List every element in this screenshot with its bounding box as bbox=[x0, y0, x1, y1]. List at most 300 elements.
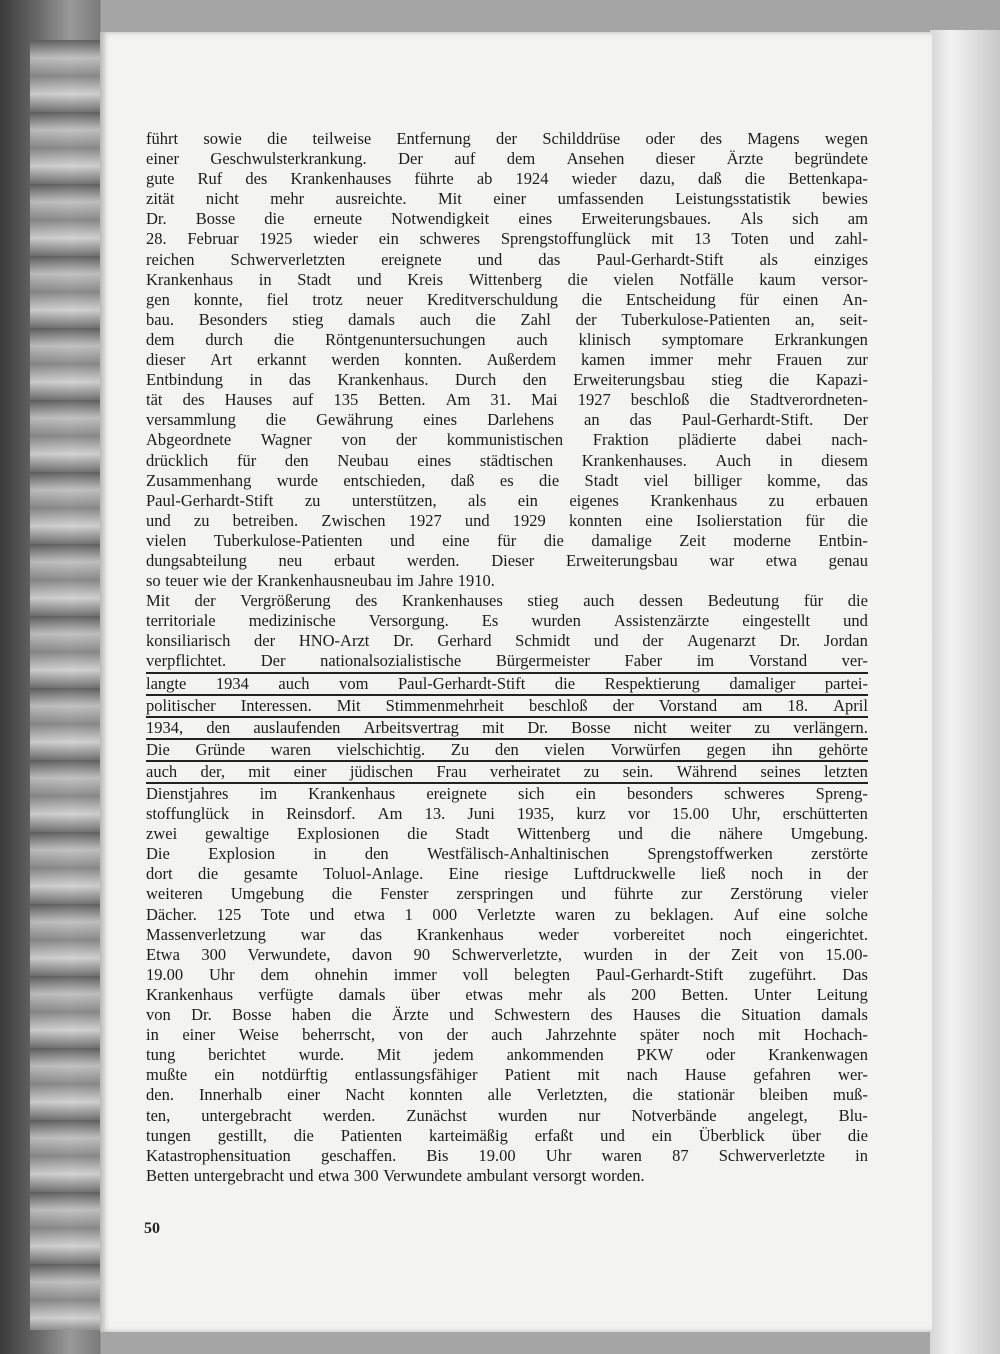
word: die bbox=[847, 591, 868, 611]
word: erschütterten bbox=[782, 804, 868, 824]
word: führte bbox=[414, 169, 454, 189]
word: Mit bbox=[376, 1045, 401, 1065]
word: wer- bbox=[838, 1065, 868, 1085]
word: Situation bbox=[741, 1005, 801, 1025]
word: die bbox=[267, 129, 288, 148]
text-line bbox=[146, 985, 868, 1005]
text-line bbox=[146, 451, 868, 471]
text-line bbox=[146, 229, 868, 249]
word: für bbox=[805, 510, 825, 530]
word: letzten bbox=[823, 761, 868, 781]
word: und bbox=[389, 530, 415, 550]
word: bau. bbox=[146, 309, 174, 329]
word: sich bbox=[517, 784, 545, 803]
word: als bbox=[468, 490, 487, 510]
word: Der bbox=[260, 651, 286, 671]
text-line bbox=[146, 611, 868, 631]
word: die bbox=[331, 884, 353, 904]
word: die bbox=[581, 289, 603, 309]
word: stieg bbox=[711, 370, 743, 390]
word: Krankenhauses. bbox=[581, 450, 687, 470]
word: eigenes bbox=[569, 490, 619, 510]
word: erbaut bbox=[333, 550, 376, 570]
word: dem bbox=[260, 964, 289, 984]
word: ein bbox=[214, 1065, 235, 1085]
word: Patienten bbox=[340, 1125, 403, 1145]
word: am bbox=[742, 695, 763, 715]
word: zahl- bbox=[834, 229, 868, 249]
word: ließ bbox=[700, 864, 726, 884]
word: teuer bbox=[165, 571, 199, 591]
word: des bbox=[245, 169, 268, 189]
word: Gerhard bbox=[437, 631, 492, 651]
text-line bbox=[146, 430, 868, 450]
word: verpflichtet. bbox=[146, 651, 227, 671]
word: der bbox=[575, 309, 597, 329]
word: wurde bbox=[276, 470, 318, 490]
text-line bbox=[146, 1126, 868, 1146]
word: noch bbox=[702, 1025, 735, 1045]
word: waren bbox=[270, 739, 312, 759]
word: an bbox=[584, 410, 600, 430]
word: mußte bbox=[146, 1065, 188, 1085]
word: Mai bbox=[531, 390, 558, 410]
word: die bbox=[769, 370, 790, 390]
word: viel bbox=[643, 470, 669, 490]
word: riesige bbox=[504, 864, 549, 884]
word: April bbox=[833, 695, 868, 715]
word: vielen bbox=[613, 269, 654, 289]
word: etwas bbox=[465, 984, 503, 1004]
word: oder bbox=[645, 129, 675, 148]
text-line bbox=[146, 390, 868, 410]
word: belegten bbox=[514, 964, 570, 984]
word: Dächer. bbox=[146, 904, 197, 924]
word: tät bbox=[146, 390, 163, 410]
text-line bbox=[146, 1085, 868, 1105]
word: nicht bbox=[633, 717, 667, 737]
word: Schwerverletzten bbox=[230, 249, 346, 269]
text-line bbox=[146, 169, 868, 189]
word: 200 bbox=[631, 984, 656, 1004]
word: Toten bbox=[731, 229, 769, 249]
word: 13 bbox=[694, 229, 711, 249]
word: und bbox=[477, 249, 503, 269]
word: Umgebung. bbox=[790, 824, 868, 844]
word: 19.00 bbox=[478, 1145, 516, 1165]
word: gesamte bbox=[243, 864, 298, 884]
word: Zeit bbox=[679, 530, 706, 550]
word: die bbox=[539, 470, 560, 490]
word: 18. bbox=[787, 695, 809, 715]
word: bewies bbox=[822, 189, 868, 209]
word: Dr. bbox=[779, 631, 801, 651]
word: Stimmenmehrheit bbox=[385, 695, 504, 715]
word: notdürftig bbox=[261, 1065, 328, 1085]
word: in bbox=[654, 944, 668, 964]
word: Bürgermeister bbox=[495, 651, 590, 671]
word: die bbox=[567, 269, 588, 289]
word: einer bbox=[493, 189, 527, 209]
word: territoriale bbox=[146, 611, 216, 631]
word: Zahl bbox=[520, 309, 551, 329]
word: berichtet bbox=[208, 1045, 266, 1065]
word: der bbox=[688, 944, 710, 964]
word: entschieden, bbox=[343, 470, 426, 490]
word: Auf bbox=[733, 904, 760, 924]
word: auch bbox=[583, 591, 615, 611]
word: vorbereitet bbox=[613, 924, 685, 944]
word: Entbindung bbox=[146, 370, 223, 390]
word: Bosse bbox=[195, 209, 236, 229]
word: vielschichtig. bbox=[336, 739, 426, 759]
word: ten, bbox=[146, 1105, 171, 1125]
word: erkannt bbox=[256, 350, 307, 370]
text-line bbox=[146, 864, 868, 884]
word: Reinsdorf. bbox=[286, 804, 356, 824]
word: für bbox=[497, 530, 517, 550]
word: mehr bbox=[528, 984, 563, 1004]
word: den bbox=[284, 450, 309, 470]
word: Gewährung bbox=[316, 410, 394, 430]
word: nationalsozialistische bbox=[320, 651, 462, 671]
word: Explosion bbox=[208, 844, 276, 864]
word: neuer bbox=[366, 289, 404, 309]
word: alle bbox=[487, 1085, 512, 1105]
word: medizinische bbox=[248, 611, 336, 631]
word: und bbox=[449, 1005, 474, 1025]
word: jedem bbox=[433, 1045, 474, 1065]
word: nicht bbox=[205, 189, 239, 209]
word: Krankenhaus bbox=[650, 490, 738, 510]
text-line bbox=[146, 784, 868, 804]
word: wurden bbox=[531, 611, 581, 631]
word: die bbox=[265, 410, 287, 430]
word: der bbox=[642, 631, 664, 651]
word: Paul-Gerhardt-Stift bbox=[595, 964, 724, 984]
word: Der bbox=[843, 410, 868, 430]
text-line bbox=[146, 370, 868, 390]
text-line bbox=[146, 531, 868, 551]
word: Mit bbox=[437, 189, 462, 209]
word: so bbox=[146, 571, 161, 591]
word: wurde. bbox=[298, 1045, 345, 1065]
word: Paul-Gerhardt-Stift bbox=[146, 490, 274, 510]
word: daß bbox=[697, 169, 722, 189]
text-line bbox=[146, 1106, 868, 1126]
word: Erweiterungsbau bbox=[565, 550, 678, 570]
word: Dieser bbox=[491, 550, 535, 570]
word: angelegt, bbox=[747, 1105, 808, 1125]
word: 15.00 bbox=[672, 804, 710, 824]
word: vielen bbox=[544, 739, 585, 759]
word: auch bbox=[491, 1025, 523, 1045]
word: stieg bbox=[527, 591, 559, 611]
word: auslaufenden bbox=[253, 717, 341, 737]
word: erbauen bbox=[815, 490, 868, 510]
word: Gründe bbox=[195, 739, 246, 759]
body-text bbox=[146, 129, 868, 1186]
word: Betten. bbox=[681, 984, 729, 1004]
word: mehr bbox=[717, 350, 752, 370]
word: Krankenwagen bbox=[768, 1045, 868, 1065]
word: konnten bbox=[568, 510, 623, 530]
text-line bbox=[146, 270, 868, 290]
word: etwa bbox=[765, 550, 797, 570]
text-line bbox=[146, 511, 868, 531]
word: billiger bbox=[693, 470, 742, 490]
word: versorgt bbox=[532, 1165, 587, 1185]
word: der bbox=[194, 591, 216, 611]
text-line bbox=[146, 718, 868, 740]
word: Schwerverletzte bbox=[718, 1145, 825, 1165]
word: und bbox=[464, 510, 490, 530]
word: Eine bbox=[448, 864, 479, 884]
word: unterstützen, bbox=[351, 490, 437, 510]
word: Verwundete bbox=[383, 1165, 462, 1185]
word: den bbox=[206, 717, 231, 737]
text-line bbox=[146, 804, 868, 824]
word: Paul-Gerhardt-Stift bbox=[596, 249, 724, 269]
word: Jahre bbox=[418, 571, 454, 591]
word: gegen bbox=[706, 739, 746, 759]
word: auf bbox=[292, 390, 314, 410]
word: 1925 bbox=[259, 229, 293, 249]
word: Art bbox=[210, 350, 233, 370]
word: die bbox=[632, 1085, 653, 1105]
word: Betten bbox=[146, 1165, 190, 1185]
word: ein bbox=[517, 490, 538, 510]
word: für bbox=[803, 591, 824, 611]
word: dort bbox=[146, 864, 173, 884]
word: Blu- bbox=[838, 1105, 868, 1125]
word: Zwischen bbox=[321, 510, 386, 530]
word: besonders bbox=[626, 784, 693, 803]
text-line bbox=[146, 674, 868, 696]
word: der bbox=[612, 695, 634, 715]
word: einen bbox=[782, 289, 819, 309]
word: zität bbox=[146, 189, 175, 209]
word: Die bbox=[146, 739, 170, 759]
word: 90 bbox=[413, 944, 431, 964]
book-page bbox=[100, 32, 932, 1332]
word: dem bbox=[506, 149, 536, 169]
word: den bbox=[364, 844, 389, 864]
word: karteimäßig bbox=[429, 1125, 508, 1145]
text-line bbox=[146, 350, 868, 370]
word: tung bbox=[146, 1045, 176, 1065]
word: Respektierung bbox=[604, 673, 700, 693]
word: beklagen. bbox=[650, 904, 714, 924]
word: in bbox=[249, 370, 263, 390]
word: Bettenkapa- bbox=[788, 169, 868, 189]
word: konnte, bbox=[193, 289, 243, 309]
word: gestillt, bbox=[217, 1125, 267, 1145]
word: Der bbox=[398, 149, 423, 169]
word: Arbeitsvertrag bbox=[363, 717, 459, 737]
word: als bbox=[759, 249, 778, 269]
word: Paul-Gerhardt-Stift. bbox=[681, 410, 814, 430]
word: des bbox=[355, 591, 378, 611]
word: die bbox=[293, 1125, 314, 1145]
word: dessen bbox=[639, 591, 684, 611]
word: ihn bbox=[771, 739, 793, 759]
word: zur bbox=[846, 350, 868, 370]
word: zu bbox=[304, 490, 321, 510]
word: komme, bbox=[766, 470, 821, 490]
word: Hause bbox=[684, 1065, 727, 1085]
word: Katastrophensituation bbox=[146, 1145, 291, 1165]
word: erfaßt bbox=[534, 1125, 574, 1145]
word: durch bbox=[205, 329, 243, 349]
word: Uhr, bbox=[731, 804, 761, 824]
word: vielen bbox=[146, 530, 187, 550]
word: des bbox=[700, 129, 723, 148]
word: Sprengstoffunglück bbox=[500, 229, 631, 249]
word: Zerstörung bbox=[730, 884, 803, 904]
word: Wittenberg bbox=[517, 824, 591, 844]
word: Tuberkulose-Patienten bbox=[213, 530, 363, 550]
word: 135 bbox=[333, 390, 359, 410]
word: die bbox=[554, 673, 576, 693]
word: politischer bbox=[146, 695, 216, 715]
word: Westfälisch-Anhaltinischen bbox=[427, 844, 610, 864]
word: Schilddrüse bbox=[542, 129, 621, 148]
text-line bbox=[146, 1025, 868, 1045]
word: über bbox=[410, 984, 441, 1004]
word: mit bbox=[482, 717, 505, 737]
word: Erweiterungsbau bbox=[573, 370, 685, 390]
word: noch bbox=[751, 864, 784, 884]
word: auch bbox=[278, 673, 310, 693]
word: nur bbox=[578, 1105, 601, 1125]
word: ereignete bbox=[426, 784, 487, 803]
word: fiel bbox=[266, 289, 289, 309]
word: kurz bbox=[576, 804, 606, 824]
word: mit bbox=[758, 1025, 781, 1045]
word: Erweiterungsbaues. bbox=[581, 209, 711, 229]
word: Überblick bbox=[698, 1125, 765, 1145]
text-line bbox=[146, 740, 868, 762]
word: zugeführt. bbox=[749, 964, 817, 984]
word: Dr. bbox=[191, 1005, 212, 1025]
text-line bbox=[146, 844, 868, 864]
word: weiteren bbox=[146, 884, 203, 904]
word: ausreichte. bbox=[335, 189, 407, 209]
word: Erkrankungen bbox=[774, 329, 868, 349]
word: Unter bbox=[753, 984, 792, 1004]
word: Bedeutung bbox=[707, 591, 780, 611]
word: Verwundete, bbox=[247, 944, 331, 964]
word: beschloß bbox=[528, 695, 588, 715]
word: noch bbox=[719, 924, 752, 944]
word: muß- bbox=[833, 1085, 868, 1105]
word: Jordan bbox=[823, 631, 868, 651]
word: gehörte bbox=[818, 739, 868, 759]
word: Entfernung bbox=[396, 129, 471, 148]
word: und bbox=[288, 1165, 314, 1185]
word: eines bbox=[518, 209, 553, 229]
word: stieg bbox=[292, 309, 324, 329]
word: Röntgenuntersuchungen bbox=[325, 329, 486, 349]
word: war bbox=[300, 924, 326, 944]
word: damals bbox=[338, 984, 386, 1004]
word: von bbox=[779, 944, 804, 964]
text-line bbox=[146, 330, 868, 350]
word: werden bbox=[331, 350, 380, 370]
word: Stadt bbox=[297, 269, 332, 289]
word: Als bbox=[740, 209, 764, 229]
word: Hochach- bbox=[803, 1025, 868, 1045]
word: Vorstand bbox=[748, 651, 808, 671]
word: 31. bbox=[490, 390, 511, 410]
word: PKW bbox=[636, 1045, 674, 1065]
word: verlängern. bbox=[793, 717, 868, 737]
word: weder bbox=[538, 924, 579, 944]
word: und bbox=[593, 631, 619, 651]
word: sowie bbox=[203, 129, 242, 148]
word: als bbox=[587, 984, 606, 1004]
word: beherrscht, bbox=[302, 1025, 375, 1045]
word: gefahren bbox=[753, 1065, 811, 1085]
word: das bbox=[288, 370, 311, 390]
word: oder bbox=[705, 1045, 736, 1065]
word: einer bbox=[146, 149, 179, 169]
word: 125 bbox=[216, 904, 242, 924]
word: und bbox=[789, 229, 815, 249]
word: eines bbox=[423, 410, 458, 430]
word: der, bbox=[200, 761, 225, 781]
word: Hauses bbox=[632, 1005, 681, 1025]
word: die bbox=[264, 209, 285, 229]
word: 1935, bbox=[517, 804, 555, 824]
word: zerspringen bbox=[456, 884, 534, 904]
word: daß bbox=[450, 470, 475, 490]
word: versammlung bbox=[146, 410, 236, 430]
word: des bbox=[590, 1005, 613, 1025]
word: Spreng- bbox=[815, 784, 868, 803]
word: Besonders bbox=[198, 309, 268, 329]
word: Stadtverordneten- bbox=[749, 390, 868, 410]
word: der bbox=[254, 631, 276, 651]
word: von bbox=[341, 430, 367, 450]
word: verheiratet bbox=[489, 761, 561, 781]
word: Magens bbox=[747, 129, 800, 148]
word: Abgeordnete bbox=[146, 430, 232, 450]
word: Es bbox=[481, 611, 499, 631]
word: 13. bbox=[424, 804, 446, 824]
word: die bbox=[700, 1005, 721, 1025]
word: untergebracht bbox=[201, 1105, 292, 1125]
word: damals bbox=[821, 1005, 868, 1025]
word: voll bbox=[462, 964, 489, 984]
word: Krankenhaus. bbox=[337, 370, 429, 390]
word: eingestellt bbox=[742, 611, 811, 631]
text-line bbox=[146, 1146, 868, 1166]
word: Dr. bbox=[146, 209, 167, 229]
word: dem bbox=[146, 329, 175, 349]
word: Innerhalb bbox=[198, 1085, 263, 1105]
word: moderne bbox=[733, 530, 791, 550]
word: Fenster bbox=[379, 884, 429, 904]
word: Vorwürfen bbox=[610, 739, 681, 759]
word: Das bbox=[842, 964, 868, 984]
text-line bbox=[146, 189, 868, 209]
word: haben bbox=[291, 1005, 332, 1025]
word: Dr. bbox=[393, 631, 414, 651]
word: verfügte bbox=[258, 984, 314, 1004]
word: Durch bbox=[455, 370, 497, 390]
